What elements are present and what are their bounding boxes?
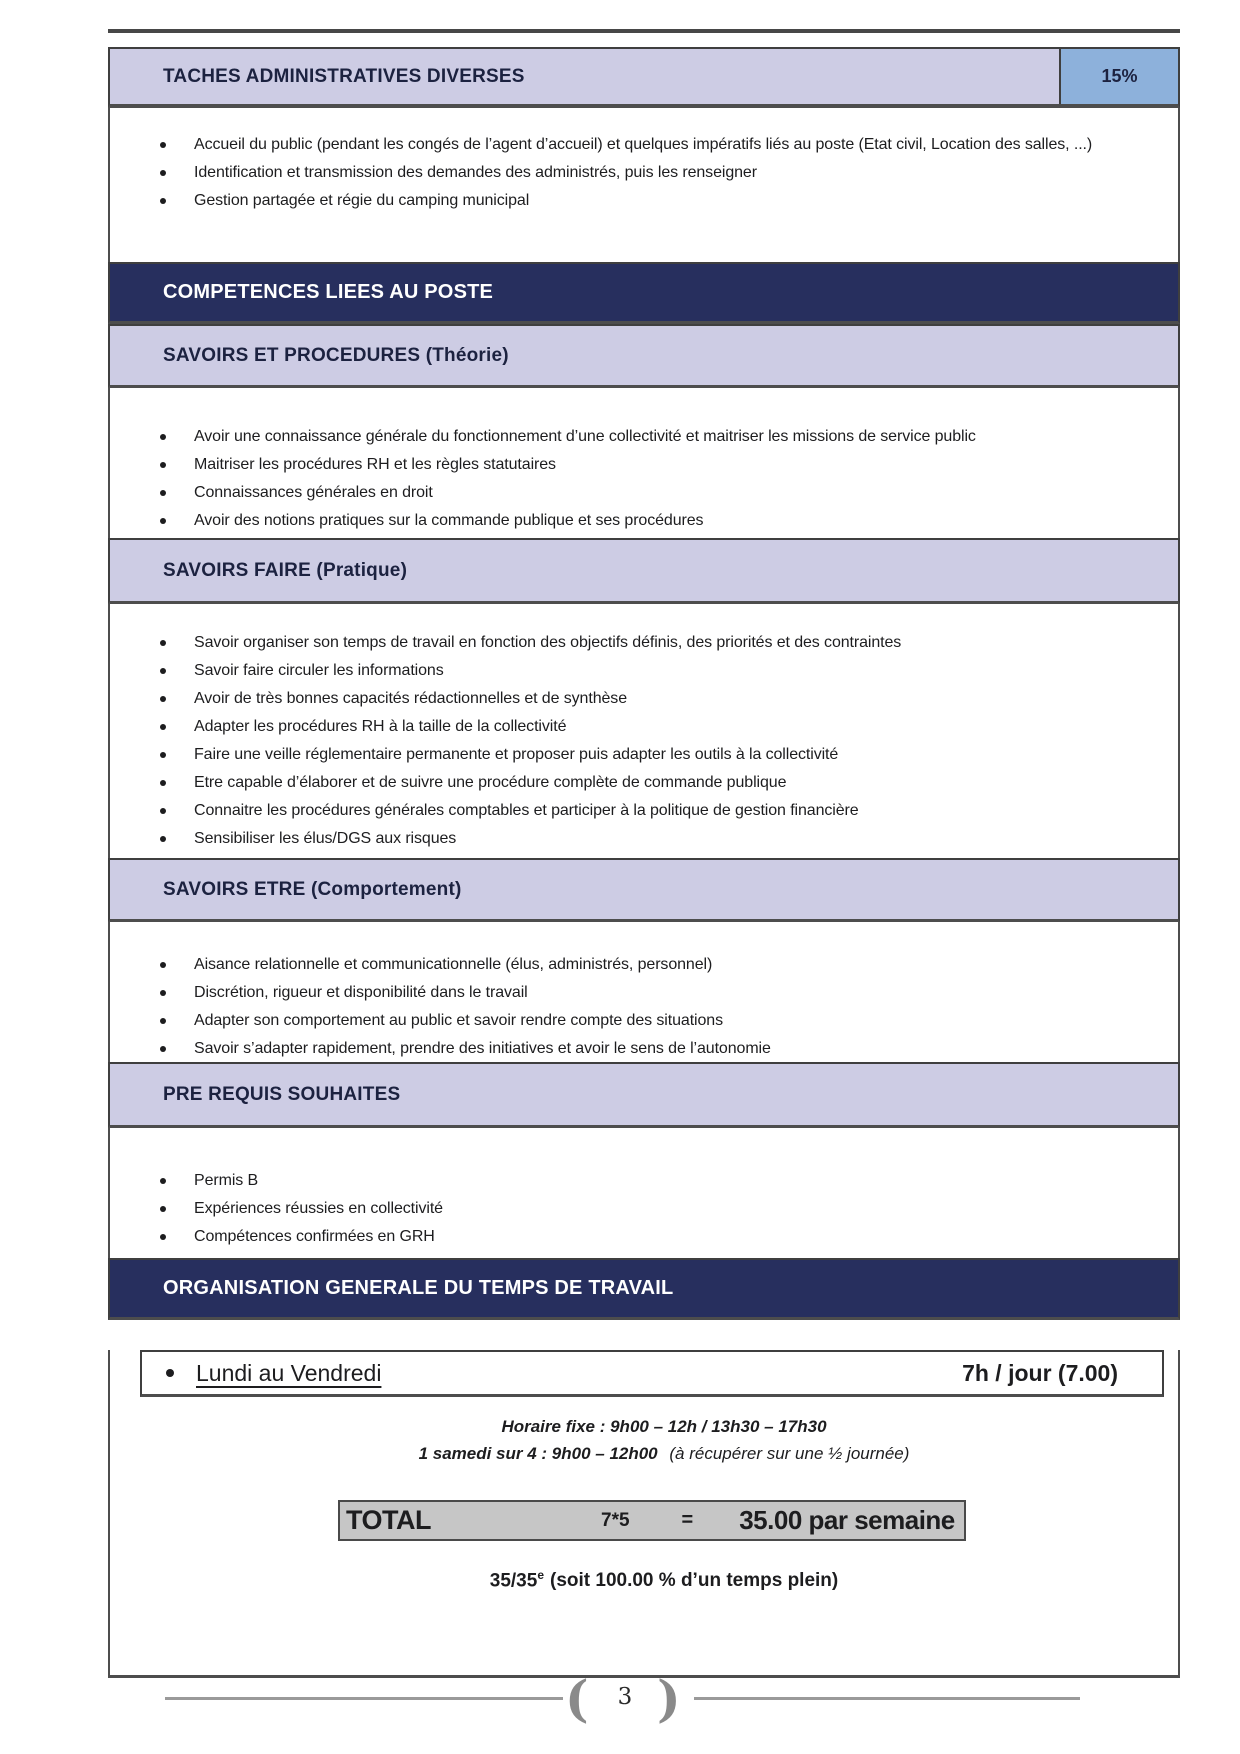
total-label: TOTAL	[346, 1505, 431, 1535]
schedule-days: Lundi au Vendredi	[196, 1359, 382, 1386]
list-item: Etre capable d’élaborer et de suivre une procédure complète de commande publique	[158, 770, 1123, 796]
list-item: Savoir organiser son temps de travail en fonction des objectifs définis, des priorités et des contraintes	[158, 630, 1123, 656]
top-rule	[108, 29, 1180, 33]
list-item: Maitriser les procédures RH et les règles statutaires	[158, 452, 1123, 478]
content-column	[108, 0, 1180, 1678]
band-title: SAVOIRS FAIRE (Pratique)	[163, 559, 408, 581]
total-row	[338, 1500, 966, 1541]
bullet-list	[158, 952, 1123, 1062]
band-competences	[108, 262, 1180, 324]
band-title: ORGANISATION GENERALE DU TEMPS DE TRAVAIL	[163, 1277, 674, 1299]
bullet-dot	[166, 1369, 174, 1377]
fraction-exponent: e	[537, 1568, 544, 1582]
footer-bracket-left: (	[565, 1669, 589, 1728]
band-savoirs-etre	[108, 858, 1180, 922]
band-pre-requis	[108, 1062, 1180, 1128]
bullet-list	[158, 630, 1123, 852]
list-item: Avoir une connaissance générale du fonctionnement d’une collectivité et maitriser les missions de service public	[158, 424, 1123, 450]
list-item: Connaitre les procédures générales comptables et participer à la politique de gestion financière	[158, 798, 1123, 824]
band-title: SAVOIRS ET PROCEDURES (Théorie)	[163, 344, 509, 366]
bullet-list	[158, 132, 1123, 214]
list-item: Savoir s’adapter rapidement, prendre des initiatives et avoir le sens de l’autonomie	[158, 1036, 1123, 1062]
organisation-section	[108, 1350, 1180, 1678]
list-item: Adapter les procédures RH à la taille de la collectivité	[158, 714, 1123, 740]
list-item: Savoir faire circuler les informations	[158, 658, 1123, 684]
samedi-note: (à récupérer sur une ½ journée)	[669, 1444, 910, 1463]
fraction-base: 35/35	[489, 1570, 538, 1592]
section-title-taches: TACHES ADMINISTRATIVES DIVERSES	[163, 65, 525, 87]
fraction-note: (soit 100.00 % d’un temps plein)	[550, 1570, 839, 1592]
list-item: Aisance relationnelle et communicationnelle (élus, administrés, personnel)	[158, 952, 1123, 978]
list-item: Permis B	[158, 1168, 1123, 1194]
intro-bullet-section	[108, 108, 1180, 262]
band-organisation	[108, 1258, 1180, 1320]
list-item: Gestion partagée et régie du camping municipal	[158, 188, 1123, 214]
equals-sign: =	[681, 1509, 694, 1531]
list-item: Faire une veille réglementaire permanente et proposer puis adapter les outils à la collectivité	[158, 742, 1123, 768]
fulltime-fraction-line	[110, 1568, 1178, 1592]
list-item: Identification et transmission des demandes des administrés, puis les renseigner	[158, 160, 1123, 186]
horaire-fixe-line: Horaire fixe : 9h00 – 12h / 13h30 – 17h30	[501, 1417, 827, 1436]
list-item: Accueil du public (pendant les congés de l’agent d’accueil) et quelques impératifs liés au poste (Etat civil, Location des salles, ...)	[158, 132, 1123, 158]
schedule-details	[110, 1413, 1178, 1467]
savoirs-procedures-section	[108, 388, 1180, 538]
bullet-list	[158, 1168, 1123, 1250]
band-savoirs-faire	[108, 538, 1180, 604]
band-title: SAVOIRS ETRE (Comportement)	[163, 878, 462, 900]
band-savoirs-procedures	[108, 324, 1180, 388]
samedi-hours: 1 samedi sur 4 : 9h00 – 12h00	[418, 1444, 658, 1463]
footer-rule-left	[165, 1697, 563, 1700]
samedi-line	[150, 1440, 1178, 1467]
total-result: 35.00 par semaine	[739, 1505, 955, 1535]
list-item: Compétences confirmées en GRH	[158, 1224, 1123, 1250]
list-item: Sensibiliser les élus/DGS aux risques	[158, 826, 1123, 852]
list-item: Expériences réussies en collectivité	[158, 1196, 1123, 1222]
percent-badge: 15%	[1059, 49, 1178, 104]
total-formula: 7*5	[601, 1509, 630, 1531]
band-title: COMPETENCES LIEES AU POSTE	[163, 281, 494, 303]
schedule-row	[140, 1350, 1164, 1397]
list-item: Connaissances générales en droit	[158, 480, 1123, 506]
footer-bracket-right: )	[657, 1669, 681, 1728]
list-item: Discrétion, rigueur et disponibilité dans le travail	[158, 980, 1123, 1006]
pre-requis-section	[108, 1128, 1180, 1258]
section-header-taches	[108, 47, 1180, 108]
savoirs-etre-section	[108, 922, 1180, 1062]
list-item: Avoir des notions pratiques sur la commande publique et ses procédures	[158, 508, 1123, 534]
schedule-hours: 7h / jour (7.00)	[962, 1359, 1118, 1386]
bullet-list	[158, 424, 1123, 534]
savoirs-faire-section	[108, 604, 1180, 858]
page-number: 3	[617, 1684, 633, 1710]
list-item: Adapter son comportement au public et savoir rendre compte des situations	[158, 1008, 1123, 1034]
list-item: Avoir de très bonnes capacités rédactionnelles et de synthèse	[158, 686, 1123, 712]
band-title: PRE REQUIS SOUHAITES	[163, 1083, 401, 1105]
footer-rule-right	[694, 1697, 1080, 1700]
